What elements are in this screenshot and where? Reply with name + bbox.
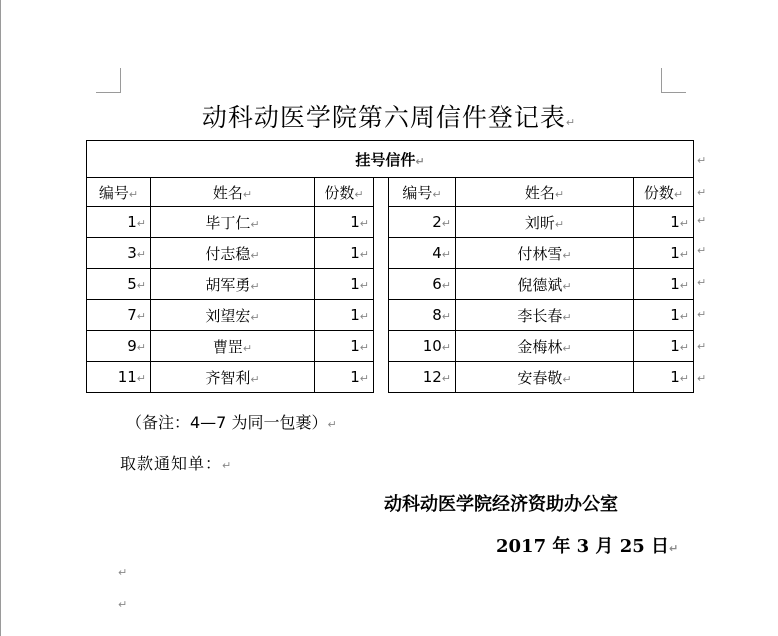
cell-id[interactable]: 4↵ — [389, 238, 456, 269]
cell-name[interactable]: 付志稳↵ — [151, 238, 315, 269]
note-paragraph[interactable] — [126, 410, 337, 433]
paragraph-mark: ↵ — [565, 116, 577, 129]
cell-id[interactable]: 3↵ — [87, 238, 151, 269]
table-section-header[interactable] — [87, 141, 694, 178]
cell-count[interactable]: 1↵ — [634, 300, 694, 331]
row-end-mark: ↵ — [697, 186, 707, 199]
table-row — [87, 331, 694, 362]
cell-count[interactable]: 1↵ — [315, 238, 374, 269]
row-end-mark: ↵ — [697, 372, 707, 385]
document-date: 2017 年 3 月 25 日 — [496, 536, 670, 557]
withdrawal-notice-paragraph[interactable] — [120, 451, 232, 474]
cell-id[interactable]: 1↵ — [87, 207, 151, 238]
cell-id[interactable]: 6↵ — [389, 269, 456, 300]
paragraph-mark: ↵ — [669, 542, 679, 555]
paragraph-mark: ↵ — [222, 459, 233, 472]
cell-count[interactable]: 1↵ — [315, 300, 374, 331]
cell-name[interactable]: 刘昕↵ — [456, 207, 634, 238]
mail-register-table — [86, 140, 694, 393]
cell-name[interactable]: 胡军勇↵ — [151, 269, 315, 300]
cell-id[interactable]: 12↵ — [389, 362, 456, 393]
cell-count[interactable]: 1↵ — [315, 331, 374, 362]
note-text: （备注：4—7 为同一包裹） — [126, 413, 328, 432]
table-row — [87, 362, 694, 393]
table-section-header-row — [87, 141, 694, 178]
withdrawal-notice-text: 取款通知单： — [120, 454, 223, 473]
office-signature-paragraph[interactable] — [384, 490, 618, 516]
column-header-count-right[interactable]: 份数↵ — [634, 178, 694, 207]
document-title-text: 动科动医学院第六周信件登记表 — [201, 103, 566, 132]
crop-mark-top-right — [661, 68, 686, 93]
cell-count[interactable]: 1↵ — [634, 238, 694, 269]
cell-name[interactable]: 刘望宏↵ — [151, 300, 315, 331]
cell-count[interactable]: 1↵ — [634, 331, 694, 362]
table-row — [87, 207, 694, 238]
cell-count[interactable]: 1↵ — [315, 207, 374, 238]
column-header-count-left[interactable]: 份数↵ — [315, 178, 374, 207]
row-end-mark: ↵ — [697, 276, 707, 289]
cell-id[interactable]: 10↵ — [389, 331, 456, 362]
row-end-mark: ↵ — [697, 340, 707, 353]
cell-name[interactable]: 曹罡↵ — [151, 331, 315, 362]
paragraph-mark: ↵ — [415, 154, 425, 168]
empty-paragraph-mark[interactable]: ↵ — [118, 566, 128, 579]
cell-name[interactable]: 李长春↵ — [456, 300, 634, 331]
column-header-id-right[interactable]: 编号↵ — [389, 178, 456, 207]
cell-id[interactable]: 5↵ — [87, 269, 151, 300]
column-header-id-left[interactable]: 编号↵ — [87, 178, 151, 207]
office-name: 动科动医学院经济资助办公室 — [384, 494, 618, 515]
cell-count[interactable]: 1↵ — [634, 362, 694, 393]
table-row — [87, 269, 694, 300]
crop-mark-top-left — [96, 68, 121, 93]
document-title[interactable] — [86, 98, 692, 134]
table-row — [87, 238, 694, 269]
row-end-mark: ↵ — [697, 214, 707, 227]
cell-id[interactable]: 9↵ — [87, 331, 151, 362]
row-end-mark: ↵ — [697, 154, 707, 167]
cell-name[interactable]: 毕丁仁↵ — [151, 207, 315, 238]
cell-id[interactable]: 11↵ — [87, 362, 151, 393]
cell-name[interactable]: 齐智利↵ — [151, 362, 315, 393]
empty-paragraph-mark[interactable]: ↵ — [118, 598, 128, 611]
cell-name[interactable]: 付林雪↵ — [456, 238, 634, 269]
row-end-mark: ↵ — [697, 308, 707, 321]
row-end-mark: ↵ — [697, 244, 707, 257]
paragraph-mark: ↵ — [327, 418, 337, 431]
section-header-text: 挂号信件 — [355, 150, 416, 169]
cell-count[interactable]: 1↵ — [315, 362, 374, 393]
cell-id[interactable]: 7↵ — [87, 300, 151, 331]
column-header-name-right[interactable]: 姓名↵ — [456, 178, 634, 207]
cell-name[interactable]: 安春敬↵ — [456, 362, 634, 393]
cell-count[interactable]: 1↵ — [634, 207, 694, 238]
table-gap-column — [374, 178, 389, 393]
cell-name[interactable]: 金梅林↵ — [456, 331, 634, 362]
table-column-header-row — [87, 178, 694, 207]
cell-id[interactable]: 2↵ — [389, 207, 456, 238]
cell-count[interactable]: 1↵ — [315, 269, 374, 300]
date-paragraph[interactable] — [496, 532, 678, 558]
column-header-name-left[interactable]: 姓名↵ — [151, 178, 315, 207]
table-row — [87, 300, 694, 331]
cell-count[interactable]: 1↵ — [634, 269, 694, 300]
cell-id[interactable]: 8↵ — [389, 300, 456, 331]
page-left-edge — [0, 0, 1, 636]
cell-name[interactable]: 倪德斌↵ — [456, 269, 634, 300]
